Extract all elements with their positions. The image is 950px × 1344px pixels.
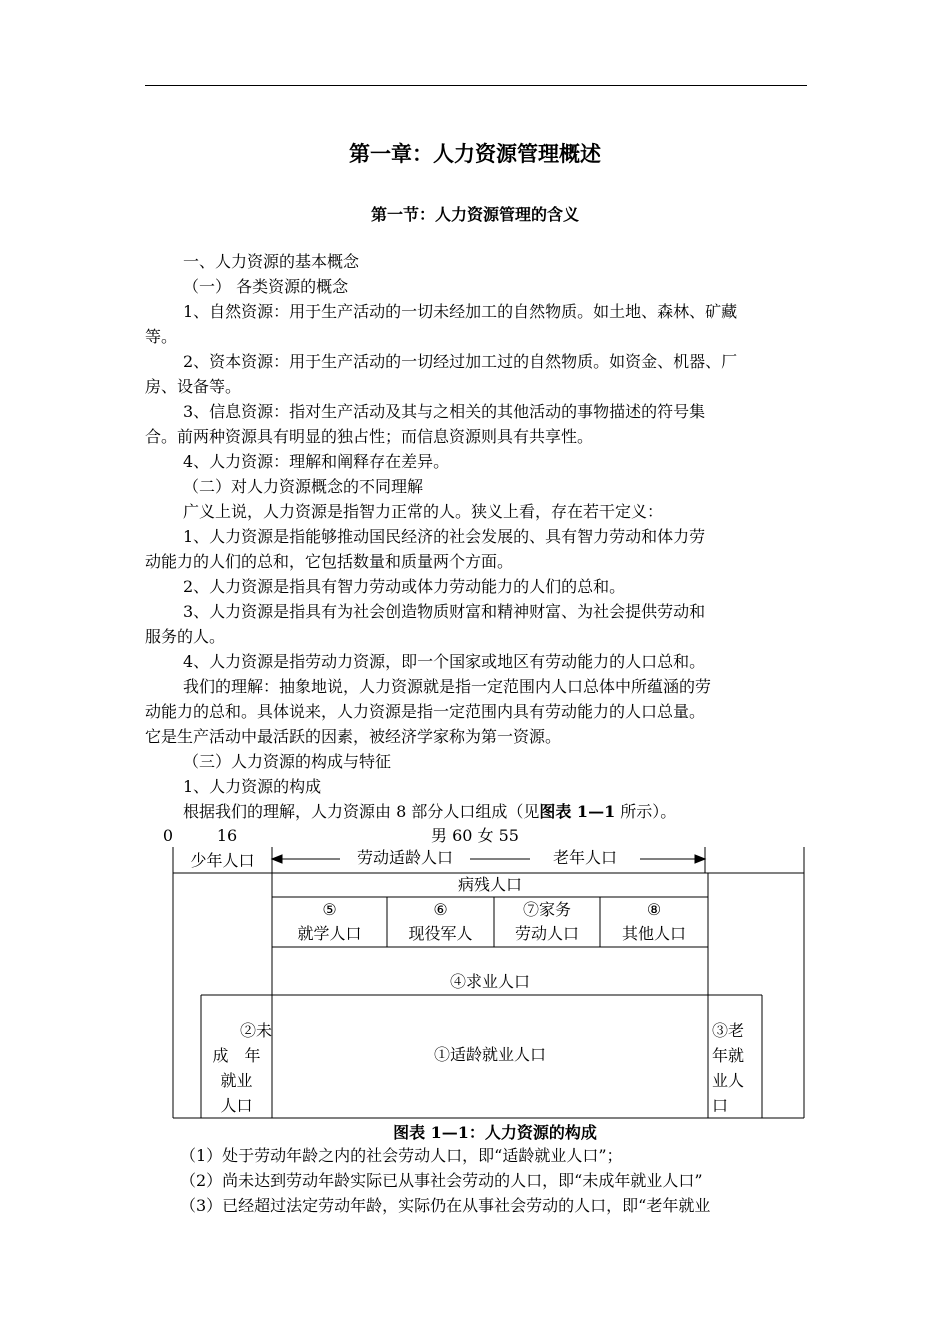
paragraph: 1、自然资源：用于生产活动的一切未经加工的自然物质。如土地、森林、矿藏 xyxy=(183,302,738,321)
paragraph: （1）处于劳动年龄之内的社会劳动人口，即“适龄就业人口”； xyxy=(180,1146,623,1165)
paragraph: 2、资本资源：用于生产活动的一切经过加工过的自然物质。如资金、机器、厂 xyxy=(183,352,738,371)
group-5-number: ⑤ xyxy=(322,900,337,919)
text-run: 所示）。 xyxy=(615,802,677,821)
paragraph: （3）已经超过法定劳动年龄，实际仍在从事社会劳动的人口，即“老年就业 xyxy=(180,1196,711,1215)
group-3-line: 业人 xyxy=(712,1071,745,1090)
paragraph: 2、人力资源是指具有智力劳动或体力劳动能力的人们的总和。 xyxy=(183,577,626,596)
paragraph: 4、人力资源是指劳动力资源，即一个国家或地区有劳动能力的人口总和。 xyxy=(183,652,706,671)
age-0-label: 0 xyxy=(162,826,174,845)
paragraph: 动能力的人们的总和，它包括数量和质量两个方面。 xyxy=(145,552,514,571)
group-7-number: ⑦家务 xyxy=(522,900,571,919)
elderly-label: 老年人口 xyxy=(530,847,640,869)
paragraph: 房、设备等。 xyxy=(145,377,242,396)
paragraph: （2）尚未达到劳动年龄实际已从事社会劳动的人口，即“未成年就业人口” xyxy=(180,1171,703,1190)
working-age-label: 劳动适龄人口 xyxy=(340,847,470,869)
paragraph: 4、人力资源：理解和阐释存在差异。 xyxy=(183,452,450,471)
group-2-line: 成 年 xyxy=(212,1046,261,1065)
group-3-line: 年就 xyxy=(712,1046,745,1065)
paragraph: 一、人力资源的基本概念 xyxy=(183,252,360,271)
group-2-line: 就业 xyxy=(220,1071,253,1090)
group-6-number: ⑥ xyxy=(433,900,448,919)
group-7-label: 劳动人口 xyxy=(514,924,579,943)
paragraph: （二）对人力资源概念的不同理解 xyxy=(183,477,424,496)
figure-ref: 图表 1—1 xyxy=(539,802,616,821)
disabled-label: 病残人口 xyxy=(457,875,522,894)
text-run: 根据我们的理解，人力资源由 8 部分人口组成（见 xyxy=(183,802,540,821)
group-1-label: ①适龄就业人口 xyxy=(433,1045,546,1064)
group-3-line: ③老 xyxy=(712,1021,745,1040)
section-title: 第一节：人力资源管理的含义 xyxy=(370,205,579,224)
group-4-label: ④求业人口 xyxy=(449,972,530,991)
chapter-title: 第一章：人力资源管理概述 xyxy=(349,142,601,166)
age-16-label: 16 xyxy=(216,826,238,845)
paragraph: 服务的人。 xyxy=(145,627,226,646)
group-2-line: ②未 xyxy=(239,1021,272,1040)
figure-caption: 图表 1—1：人力资源的构成 xyxy=(393,1123,597,1142)
paragraph: 我们的理解：抽象地说，人力资源就是指一定范围内人口总体中所蕴涵的劳 xyxy=(183,677,712,696)
paragraph: （三）人力资源的构成与特征 xyxy=(183,752,392,771)
group-5-label: 就学人口 xyxy=(297,924,362,943)
paragraph: 合。前两种资源具有明显的独占性；而信息资源则具有共享性。 xyxy=(145,427,594,446)
paragraph: 动能力的总和。具体说来，人力资源是指一定范围内具有劳动能力的人口总量。 xyxy=(145,702,706,721)
retire-age-label: 男 60 女 55 xyxy=(431,826,519,845)
paragraph: 广义上说，人力资源是指智力正常的人。狭义上看，存在若干定义： xyxy=(183,502,664,521)
paragraph: 3、人力资源是指具有为社会创造物质财富和精神财富、为社会提供劳动和 xyxy=(183,602,706,621)
group-3-line: 口 xyxy=(712,1096,729,1115)
paragraph: 它是生产活动中最活跃的因素，被经济学家称为第一资源。 xyxy=(145,727,562,746)
youth-label: 少年人口 xyxy=(190,851,255,870)
paragraph: 等。 xyxy=(145,327,178,346)
group-8-number: ⑧ xyxy=(646,900,662,919)
paragraph: （一） 各类资源的概念 xyxy=(183,277,349,296)
group-8-label: 其他人口 xyxy=(621,924,686,943)
group-2-line: 人口 xyxy=(220,1096,253,1115)
paragraph: 3、信息资源：指对生产活动及其与之相关的其他活动的事物描述的符号集 xyxy=(183,402,706,421)
paragraph: 1、人力资源是指能够推动国民经济的社会发展的、具有智力劳动和体力劳 xyxy=(183,527,706,546)
group-6-label: 现役军人 xyxy=(408,924,473,943)
paragraph: 1、人力资源的构成 xyxy=(183,777,322,796)
